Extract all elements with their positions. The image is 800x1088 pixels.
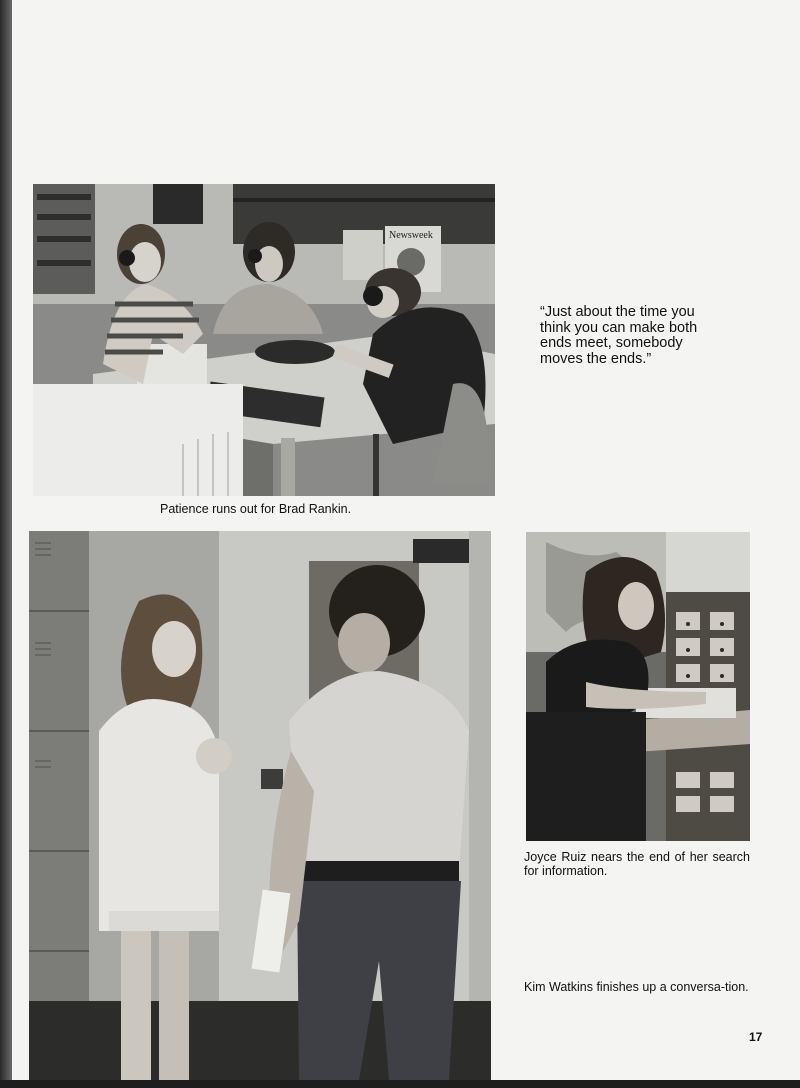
caption-card-catalog: Joyce Ruiz nears the end of her search for information. (524, 850, 750, 878)
listening-station-image (33, 184, 495, 496)
yearbook-page (12, 0, 800, 1088)
page-gutter-shadow (0, 0, 12, 1088)
pull-quote: “Just about the time you think you can make both ends meet, somebody moves the ends.” (540, 304, 698, 367)
conversation-image (29, 531, 491, 1080)
page-number: 17 (749, 1030, 763, 1044)
photo-listening-station (33, 184, 495, 496)
caption-listening-station: Patience runs out for Brad Rankin. (160, 502, 352, 516)
caption-conversation: Kim Watkins finishes up a conversa-tion. (524, 980, 749, 994)
photo-card-catalog (526, 532, 750, 841)
magazine-title: Newsweek (389, 230, 433, 241)
scan-bottom-edge (0, 1080, 800, 1088)
photo-conversation (29, 531, 491, 1080)
card-catalog-image (526, 532, 750, 841)
